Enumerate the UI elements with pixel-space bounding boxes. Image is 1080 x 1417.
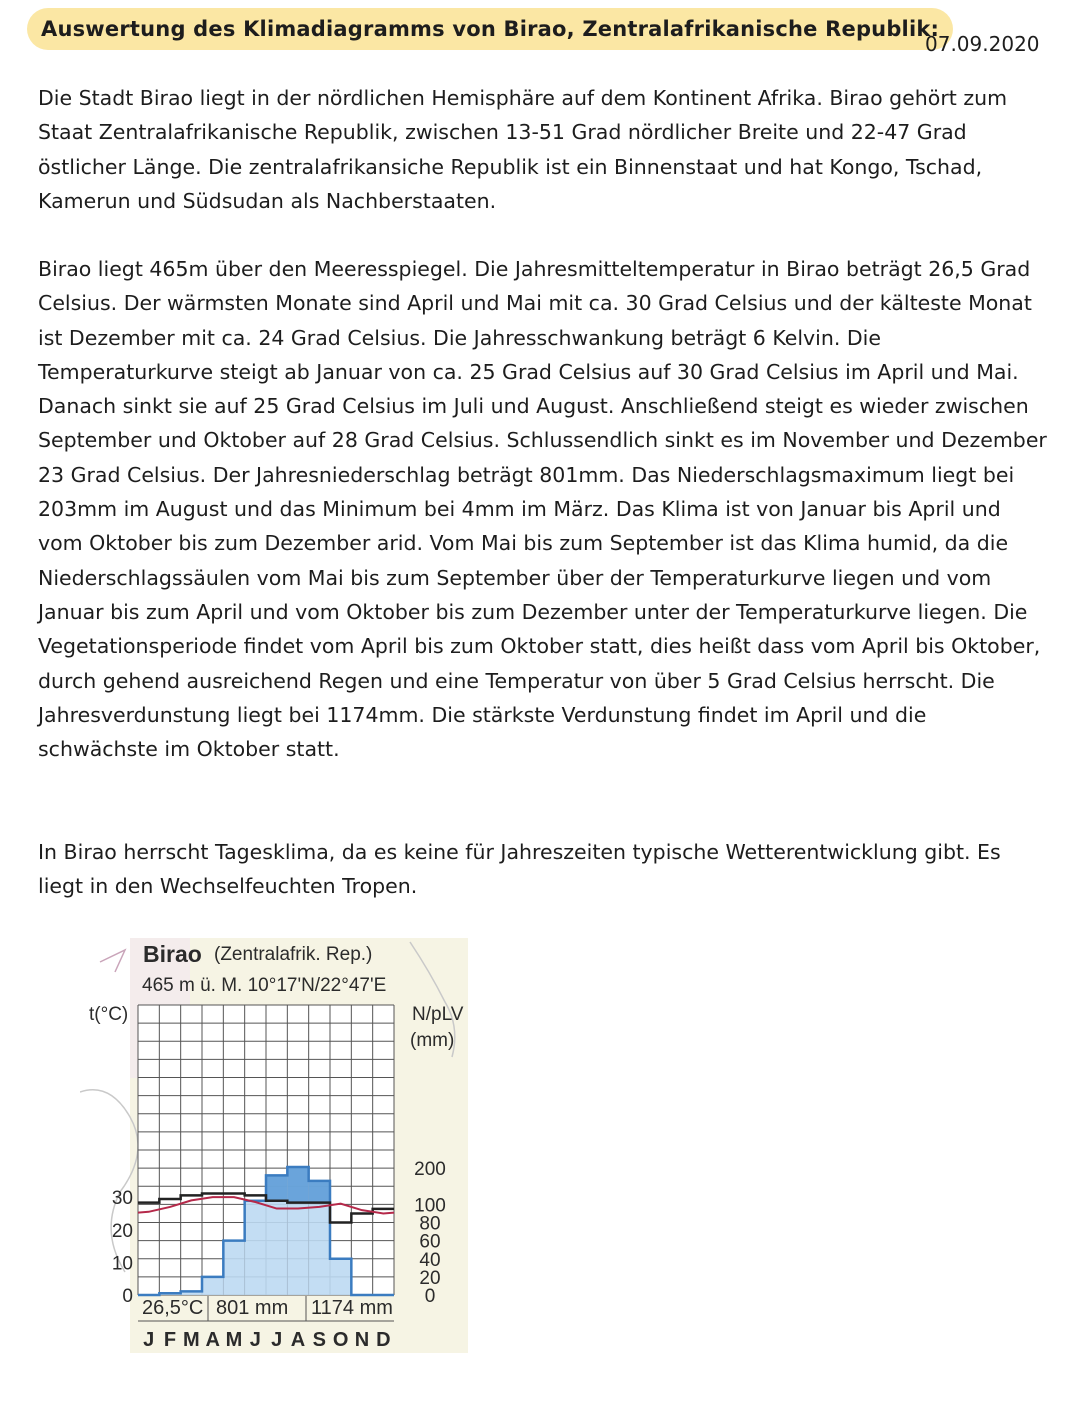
- month-label: N: [354, 1329, 370, 1351]
- climate-diagram: [80, 932, 475, 1362]
- chart-annual-precip: 801 mm: [216, 1297, 289, 1319]
- climate-diagram-svg: [80, 932, 475, 1362]
- chart-station: Birao: [143, 941, 202, 967]
- month-label: S: [312, 1329, 327, 1351]
- left-tick-label: 0: [122, 1286, 133, 1307]
- paragraph-conclusion: In Birao herrscht Tagesklima, da es keine für Jahreszeiten typische Wetterentwicklung gibt. Es liegt in den Wechselfeuchten Tropen.: [38, 840, 1001, 899]
- right-tick-label: 100: [414, 1195, 446, 1217]
- right-tick-label: 20: [419, 1267, 441, 1289]
- month-label: O: [332, 1329, 349, 1351]
- humid-segment: [266, 1175, 287, 1200]
- chart-right-axis-unit: (mm): [410, 1030, 455, 1051]
- chart-annual-evap: 1174 mm: [311, 1297, 393, 1319]
- paragraph-climate: Birao liegt 465m über den Meeresspiegel. Die Jahresmitteltemperatur in Birao beträgt 26,5 Grad Celsius. Der wärmsten Monate sind April und Mai mit ca. 30 Grad Celsius und der kälteste Monat ist Dezember mit ca. 24 Grad Celsius. Die Jahresschwankung beträgt 6 Kelvin. Die Temperaturkurve steigt ab Januar von ca. 25 Grad Celsius auf 30 Grad Celsius im April und Mai. Danach sinkt sie auf 25 Grad Celsius im Juli und August. Anschließend steigt es wieder zwischen September und Oktober auf 28 Grad Celsius. Schlussendlich sinkt es im November und Dezember 23 Grad Celsius. Der Jahresniederschlag beträgt 801mm. Das Niederschlagsmaximum liegt bei 203mm im August und das Minimum bei 4mm im März. Das Klima ist von Januar bis April und vom Oktober bis zum Dezember arid. Vom Mai bis zum September ist das Klima humid, da die Niederschlagssäulen vom Mai bis zum September über der Temperaturkurve liegen und vom Januar bis zum April und vom Oktober bis zum Dezember unter der Temperaturkurve liegen. Die Vegetationsperiode findet vom April bis zum Oktober statt, dies heißt dass vom April bis Oktober, durch gehend ausreichend Regen und eine Temperatur von über 5 Grad Celsius herrscht. Die Jahresverdunstung liegt bei 1174mm. Die stärkste Verdunstung findet im April und die schwächste im Oktober statt.: [38, 257, 1047, 762]
- chart-right-axis-label: N/pLV: [412, 1004, 464, 1025]
- chart-country: (Zentralafrik. Rep.): [214, 944, 373, 965]
- month-label: A: [290, 1329, 306, 1351]
- paragraph-location: Die Stadt Birao liegt in der nördlichen Hemisphäre auf dem Kontinent Afrika. Birao gehört zum Staat Zentralafrikanische Republik, zwischen 13-51 Grad nördlicher Breite und 22-47 Grad östlicher Länge. Die zentralafrikansiche Republik ist ein Binnenstaat und hat Kongo, Tschad, Kamerun und Südsudan als Nachberstaaten.: [38, 86, 1008, 213]
- humid-segment: [309, 1181, 330, 1203]
- month-label: M: [182, 1329, 200, 1351]
- month-label: J: [249, 1329, 261, 1351]
- month-label: D: [376, 1329, 391, 1351]
- month-label: M: [225, 1329, 243, 1351]
- right-tick-label: 80: [419, 1213, 441, 1235]
- right-tick-label: 60: [419, 1231, 441, 1253]
- month-label: J: [271, 1329, 283, 1351]
- right-tick-label: 200: [414, 1159, 446, 1181]
- chart-left-axis-label: t(°C): [89, 1004, 129, 1025]
- chart-mean-temp: 26,5°C: [142, 1297, 204, 1319]
- precipitation-bar: [223, 1241, 244, 1295]
- month-label: J: [143, 1329, 155, 1351]
- precipitation-bar: [245, 1201, 266, 1295]
- month-label: A: [205, 1329, 220, 1351]
- right-tick-label: 0: [424, 1286, 436, 1307]
- page-title: Auswertung des Klimadiagramms von Birao, Zentralafrikanische Republik:: [27, 8, 953, 50]
- precipitation-bar: [330, 1259, 351, 1295]
- left-tick-label: 10: [111, 1253, 133, 1275]
- chart-location: 465 m ü. M. 10°17'N/22°47'E: [142, 975, 387, 996]
- date: 07.09.2020: [925, 32, 1040, 56]
- left-tick-label: 30: [111, 1188, 133, 1210]
- precipitation-bar: [202, 1277, 223, 1295]
- left-tick-label: 20: [111, 1220, 133, 1242]
- month-label: F: [163, 1329, 177, 1351]
- humid-segment: [287, 1167, 308, 1203]
- right-tick-label: 40: [419, 1249, 441, 1271]
